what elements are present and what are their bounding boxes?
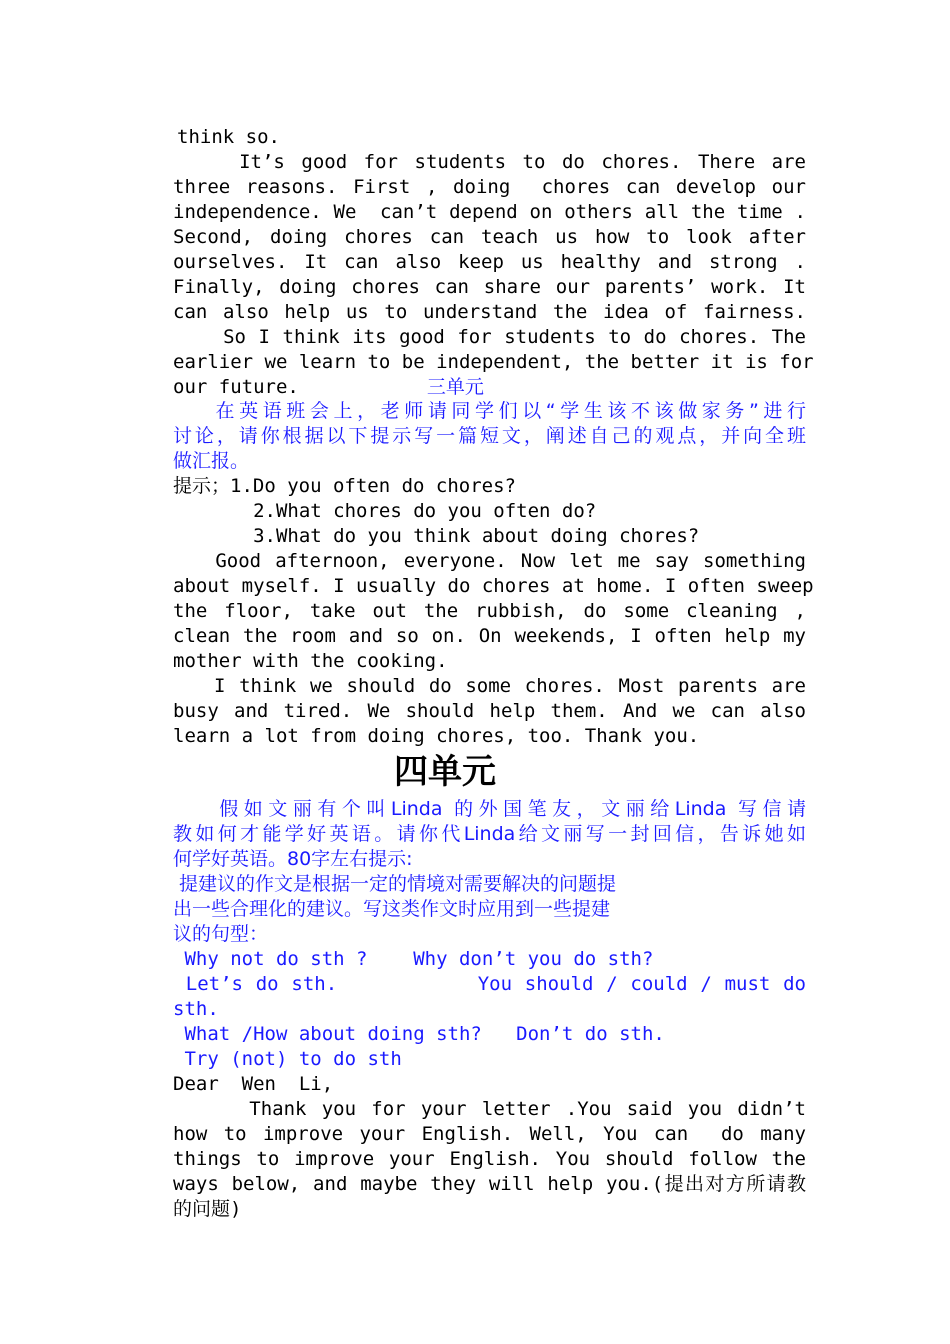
essay-line: busy and tired. We should help them. And we can also [173,700,806,722]
prompt-line: 出一些合理化的建议。写这类作文时应用到一些提建 [173,898,611,920]
letter-line: how to improve your English. Well, You can do many [173,1123,806,1145]
essay-line: think so. [177,126,280,148]
prompt-line: 假如文丽有个叫Linda 的外国笔友，文丽给Linda 写信请 [173,798,806,820]
essay-line: earlier we learn to be independent, the better it is for [173,351,814,373]
essay-line: Good afternoon, everyone. Now let me say something [173,550,806,572]
prompt-line: 在英语班会上，老师请同学们以“学生该不该做家务”进行 [173,400,806,422]
prompt-line: 讨论，请你根据以下提示写一篇短文，阐述自己的观点，并向全班 [173,425,806,447]
essay-line: can also help us to understand the idea of fairness. [173,301,806,323]
essay-line: three reasons. First , doing chores can develop our [173,176,806,198]
essay-line: independence. We can’t depend on others all the time . [173,201,806,223]
essay-line: Second, doing chores can teach us how to look after [173,226,806,248]
essay-line: I think we should do some chores. Most parents are [173,675,806,697]
prompt-line: 何学好英语。80字左右提示: [173,848,413,870]
hint-line: 提示；1.Do you often do chores? [173,475,516,497]
essay-line: about myself. I usually do chores at home. I often sweep [173,575,814,597]
essay-line: learn a lot from doing chores, too. Thank you. [173,725,700,747]
essay-last-line: our future. [173,376,299,398]
prompt-line: 做汇报。 [173,450,250,472]
pattern-line: sth. [173,998,219,1020]
pattern-line: Why not do sth ? Why don’t you do sth? [173,948,654,970]
essay-line: mother with the cooking. [173,650,448,672]
letter-line: Dear Wen Li, [173,1073,334,1095]
prompt-line: 教如何才能学好英语。请你代Linda给文丽写一封回信，告诉她如 [173,823,806,845]
essay-line: clean the room and so on. On weekends, I often help my [173,625,806,647]
unit3-heading: 三单元 [426,376,484,398]
essay-line: the floor, take out the rubbish, do some cleaning , [173,600,806,622]
unit4-heading: 四单元 [394,752,496,792]
essay-line [173,375,806,400]
pattern-line: Let’s do sth. You should / could / must do [173,973,806,995]
essay-line: ourselves. It can also keep us healthy and strong . [173,251,806,273]
letter-line: ways below, and maybe they will help you.(提出对方所请教 [173,1173,806,1195]
hint-line: 2.What chores do you often do? [173,500,597,522]
essay-line: So I think its good for students to do chores. The [173,326,806,348]
pattern-line: What /How about doing sth? Don’t do sth. [173,1023,665,1045]
prompt-line: 提建议的作文是根据一定的情境对需要解决的问题提 [173,873,617,895]
pattern-line: Try (not) to do sth [173,1048,402,1070]
letter-line: Thank you for your letter .You said you didn’t [173,1098,806,1120]
letter-line: 的问题) [173,1198,242,1220]
essay-line: It’s good for students to do chores. There are [173,151,806,173]
hint-line: 3.What do you think about doing chores? [173,525,700,547]
prompt-line: 议的句型： [173,923,269,945]
essay-line: Finally, doing chores can share our parents’ work. It [173,276,806,298]
letter-line: things to improve your English. You should follow the [173,1148,806,1170]
